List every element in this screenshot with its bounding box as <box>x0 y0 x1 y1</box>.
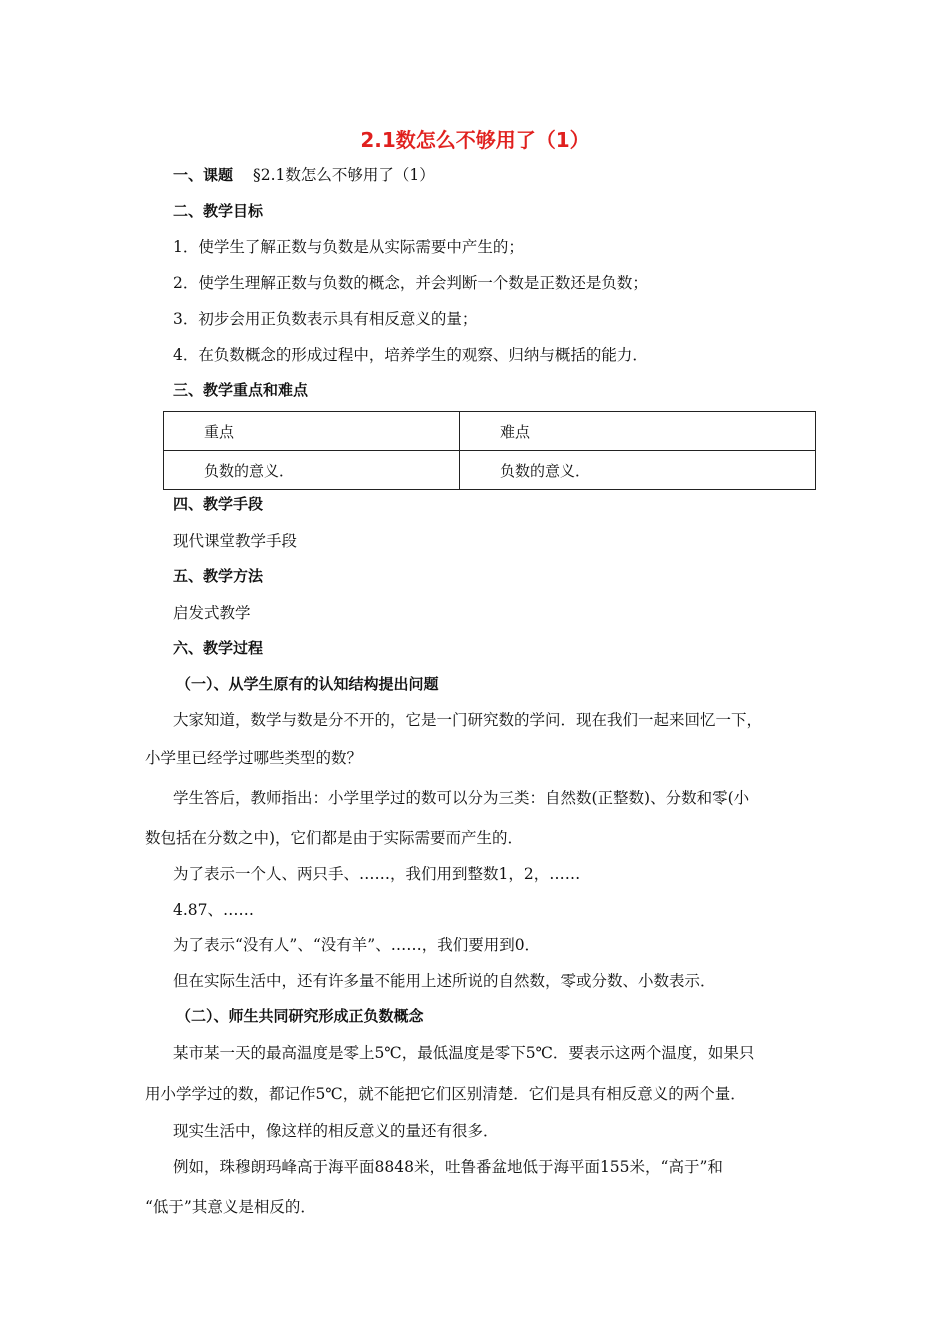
means-text: 现代课堂教学手段 <box>173 532 298 550</box>
paragraph: 数包括在分数之中)，它们都是由于实际需要而产生的． <box>145 829 524 847</box>
objective-item: 4．在负数概念的形成过程中，培养学生的观察、归纳与概括的能力． <box>173 346 648 364</box>
table-cell: 负数的意义． <box>164 451 460 490</box>
subsection-heading: （一）、从学生原有的认知结构提出问题 <box>176 675 439 693</box>
topic-line <box>173 163 435 185</box>
table-header-cell: 难点 <box>460 412 816 451</box>
document-title: 2.1数怎么不够用了（1） <box>360 128 590 152</box>
table-row <box>164 451 816 490</box>
method-text: 启发式教学 <box>173 604 251 622</box>
topic-heading: 一、课题 <box>173 166 234 184</box>
paragraph: 大家知道，数学与数是分不开的，它是一门研究数的学问．现在我们一起来回忆一下， <box>173 711 763 729</box>
objective-item: 3．初步会用正负数表示具有相反意义的量； <box>173 310 478 328</box>
paragraph: 4.87、…… <box>173 901 255 919</box>
paragraph: 用小学学过的数，都记作5℃，就不能把它们区别清楚．它们是具有相反意义的两个量． <box>145 1085 746 1103</box>
topic-value: §2.1数怎么不够用了（1） <box>253 166 435 184</box>
table-cell: 负数的意义． <box>460 451 816 490</box>
paragraph: 现实生活中，像这样的相反意义的量还有很多． <box>173 1122 499 1140</box>
table-row <box>164 412 816 451</box>
key-points-heading: 三、教学重点和难点 <box>173 381 309 399</box>
objective-item: 2．使学生理解正数与负数的概念，并会判断一个数是正数还是负数； <box>173 274 648 292</box>
paragraph: 为了表示一个人、两只手、……，我们用到整数1，2，…… <box>173 865 581 883</box>
key-points-table <box>163 411 816 490</box>
objectives-heading: 二、教学目标 <box>173 202 264 220</box>
method-heading: 五、教学方法 <box>173 567 264 585</box>
objective-item: 1．使学生了解正数与负数是从实际需要中产生的； <box>173 238 524 256</box>
table-header-cell: 重点 <box>164 412 460 451</box>
means-heading: 四、教学手段 <box>173 495 264 513</box>
paragraph: 学生答后，教师指出：小学里学过的数可以分为三类：自然数(正整数)、分数和零(小 <box>173 789 750 807</box>
process-heading: 六、教学过程 <box>173 639 264 657</box>
subsection-heading: （二）、师生共同研究形成正负数概念 <box>176 1007 424 1025</box>
paragraph: 为了表示“没有人”、“没有羊”、……，我们要用到0． <box>173 936 541 954</box>
paragraph: 小学里已经学过哪些类型的数？ <box>145 749 363 767</box>
paragraph: 但在实际生活中，还有许多量不能用上述所说的自然数，零或分数、小数表示． <box>173 972 716 990</box>
paragraph: 某市某一天的最高温度是零上5℃，最低温度是零下5℃．要表示这两个温度，如果只 <box>173 1044 755 1062</box>
paragraph: “低于”其意义是相反的． <box>145 1198 316 1216</box>
paragraph: 例如，珠穆朗玛峰高于海平面8848米，吐鲁番盆地低于海平面155米，“高于”和 <box>173 1158 723 1176</box>
